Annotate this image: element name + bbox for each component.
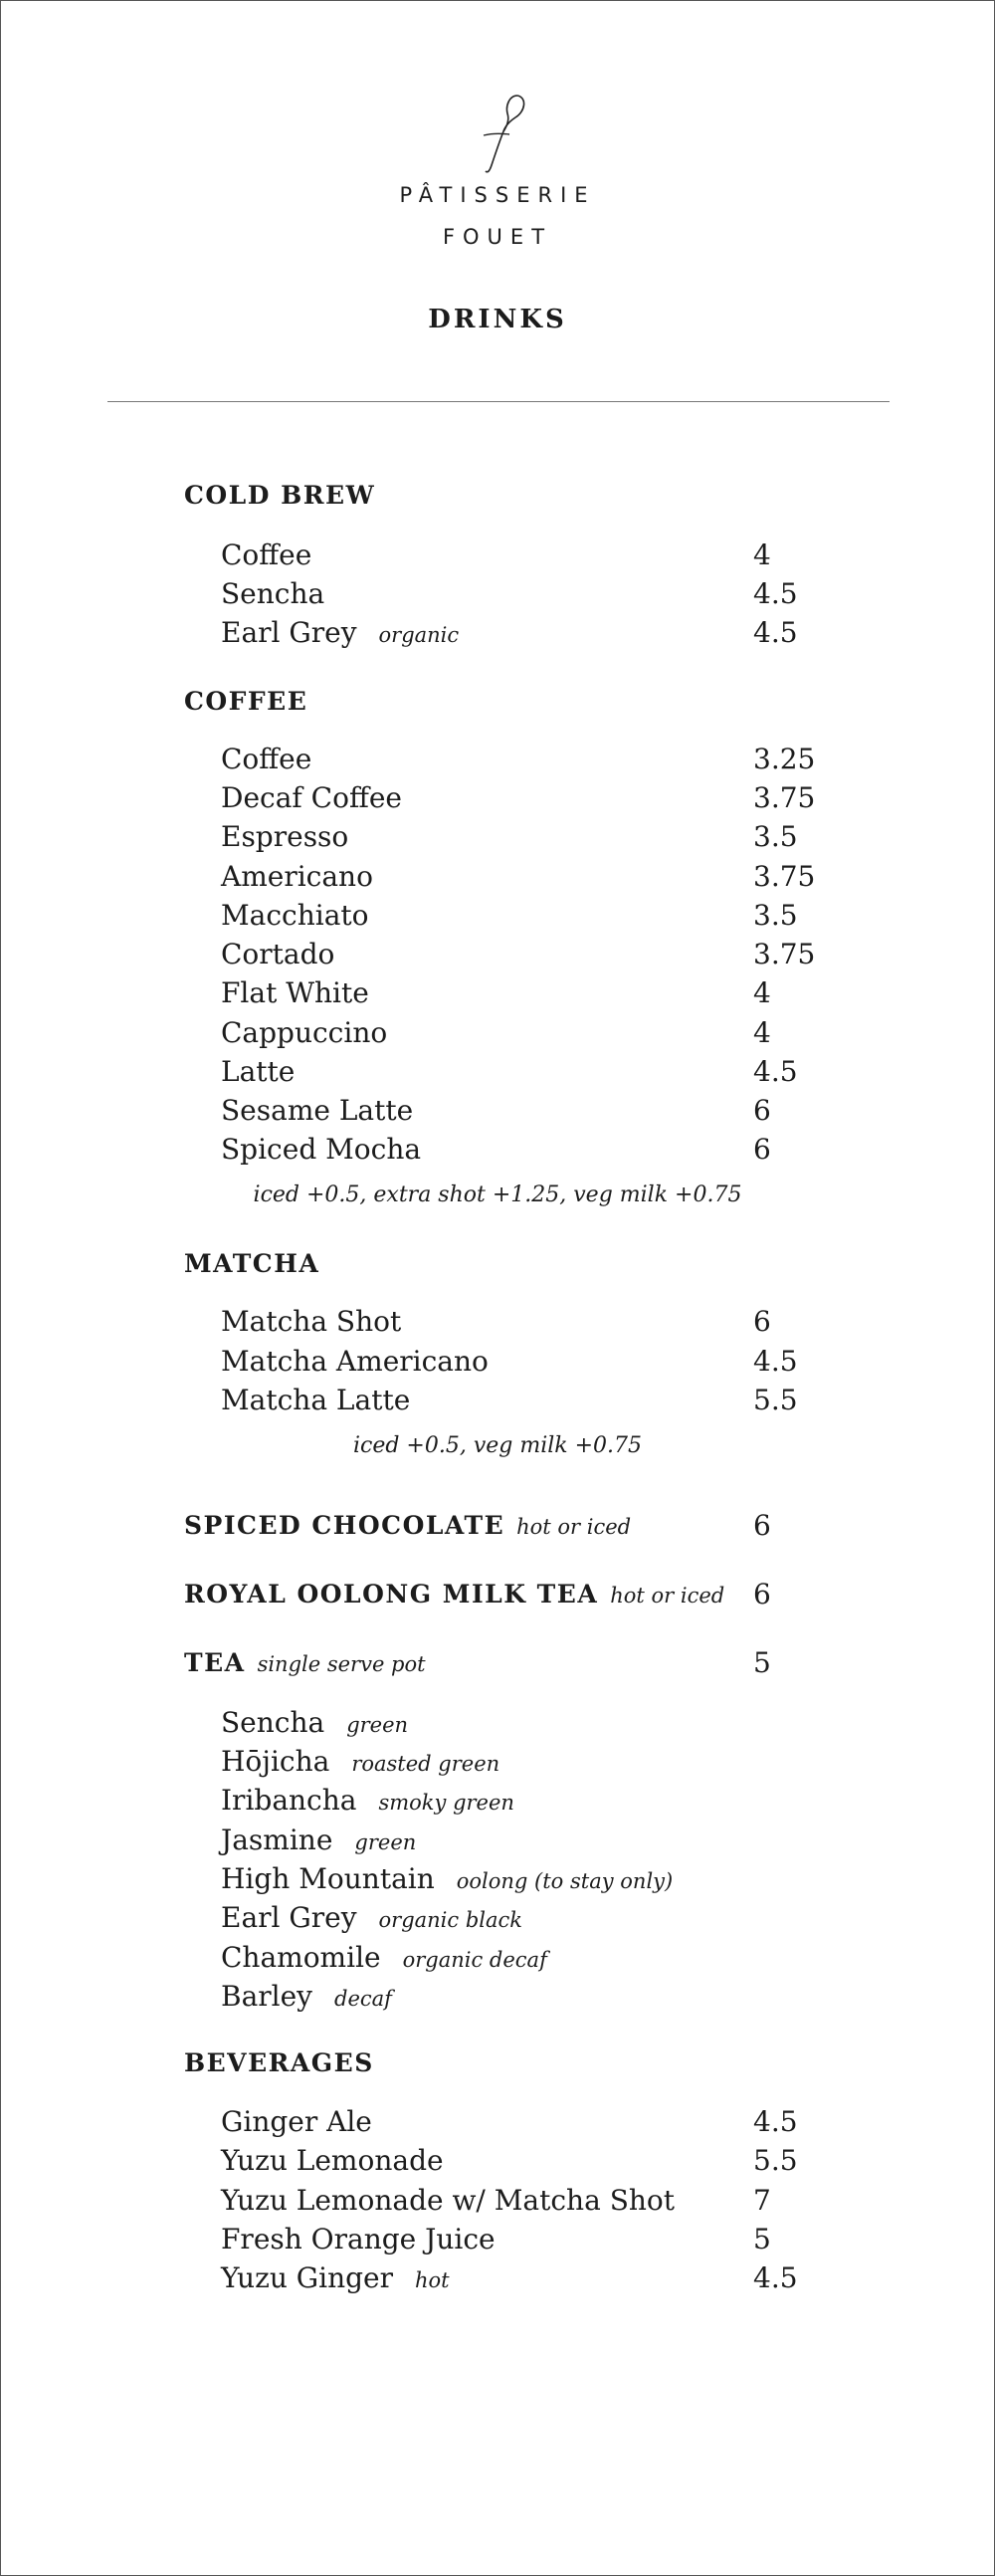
- menu-item: Latte: [221, 1055, 296, 1088]
- item-name: Hōjicha: [221, 1745, 330, 1778]
- item-name: Fresh Orange Juice: [221, 2223, 496, 2255]
- menu-item: [221, 1745, 499, 1778]
- item-name: Barley: [221, 1980, 312, 2013]
- menu-item: [221, 577, 324, 610]
- item-price: 3.5: [753, 899, 798, 932]
- section-heading-beverages: BEVERAGES: [184, 2048, 374, 2077]
- menu-item: Spiced Mocha: [221, 1133, 422, 1166]
- divider: [107, 401, 890, 402]
- item-price: 5: [753, 2223, 771, 2255]
- menu-item: [221, 2144, 444, 2177]
- menu-item: [221, 1706, 408, 1739]
- heading-text: SPICED CHOCOLATE: [184, 1511, 505, 1540]
- item-price: 4.5: [753, 616, 798, 649]
- item-price: 6: [753, 1094, 771, 1127]
- item-price: 5: [753, 1646, 771, 1679]
- item-price: 3.75: [753, 781, 816, 814]
- menu-item: [221, 1901, 522, 1934]
- item-note: green: [346, 1713, 409, 1737]
- heading-note: single serve pot: [257, 1652, 426, 1676]
- item-name: Yuzu Lemonade: [221, 2144, 444, 2177]
- item-price: 6: [753, 1305, 771, 1338]
- menu-item: [221, 616, 459, 649]
- item-note: smoky green: [378, 1791, 514, 1815]
- page-title: DRINKS: [428, 305, 567, 334]
- item-price: 5.5: [753, 1384, 798, 1416]
- section-heading-spiced-chocolate: [184, 1511, 631, 1540]
- item-price: 6: [753, 1509, 771, 1542]
- item-price: 4.5: [753, 2105, 798, 2138]
- menu-item: [221, 2184, 675, 2217]
- item-price: 4: [753, 538, 771, 571]
- menu-item: [221, 2261, 450, 2294]
- item-note: hot: [415, 2268, 450, 2292]
- item-name: High Mountain: [221, 1862, 435, 1895]
- menu-item: [221, 1862, 673, 1895]
- section-heading-matcha: MATCHA: [184, 1249, 320, 1278]
- item-note: roasted green: [351, 1752, 500, 1776]
- item-name: Yuzu Ginger: [221, 2261, 394, 2294]
- matcha-addons-note: [0, 1433, 995, 1458]
- item-price: 4.5: [753, 1345, 798, 1378]
- item-name: Sencha: [221, 1706, 325, 1739]
- item-price: 4.5: [753, 1055, 798, 1088]
- matcha-addons-text: iced +0.5, veg milk +0.75: [352, 1433, 643, 1458]
- item-note: oolong (to stay only): [456, 1869, 674, 1893]
- item-price: 4.5: [753, 577, 798, 610]
- menu-item: [221, 1824, 416, 1856]
- item-price: 3.75: [753, 938, 816, 970]
- item-name: Yuzu Lemonade w/ Matcha Shot: [221, 2184, 676, 2217]
- menu-item: Matcha Shot: [221, 1305, 402, 1338]
- brand-name-line2: FOUET: [442, 225, 553, 249]
- item-price: 6: [753, 1133, 771, 1166]
- brand-name-line1: PÂTISSERIE: [399, 183, 596, 207]
- item-note: organic: [378, 623, 460, 647]
- section-heading-royal-oolong: [184, 1580, 724, 1609]
- item-price: 5.5: [753, 2144, 798, 2177]
- menu-item: Americano: [221, 860, 373, 893]
- section-heading-tea: [184, 1648, 426, 1677]
- item-price: 7: [753, 2184, 771, 2217]
- menu-item: [221, 1980, 392, 2013]
- menu-item: [221, 538, 311, 571]
- heading-text: ROYAL OOLONG MILK TEA: [184, 1580, 599, 1609]
- item-price: 3.25: [753, 743, 816, 775]
- heading-note: hot or iced: [610, 1584, 725, 1608]
- item-price: 3.75: [753, 860, 816, 893]
- item-name: Earl Grey: [221, 616, 357, 649]
- menu-item: [221, 1784, 514, 1817]
- item-name: Ginger Ale: [221, 2105, 372, 2138]
- section-heading-cold-brew: COLD BREW: [184, 481, 376, 510]
- menu-item: Cappuccino: [221, 1016, 388, 1049]
- menu-item: Matcha Latte: [221, 1384, 411, 1416]
- item-price: 4: [753, 976, 771, 1009]
- heading-text: TEA: [184, 1648, 246, 1677]
- whisk-logo-icon: [474, 92, 533, 177]
- menu-item: Sesame Latte: [221, 1094, 414, 1127]
- menu-item: Flat White: [221, 976, 369, 1009]
- item-name: Iribancha: [221, 1784, 357, 1817]
- heading-note: hot or iced: [516, 1515, 632, 1539]
- item-price: 4.5: [753, 2261, 798, 2294]
- item-note: organic black: [378, 1908, 523, 1932]
- item-name: Chamomile: [221, 1941, 381, 1974]
- menu-item: [221, 1941, 547, 1974]
- menu-item: [221, 2223, 496, 2255]
- item-note: decaf: [334, 1987, 392, 2011]
- menu-item: Matcha Americano: [221, 1345, 489, 1378]
- item-note: green: [354, 1830, 417, 1854]
- item-name: Jasmine: [221, 1824, 333, 1856]
- menu-item: Decaf Coffee: [221, 781, 402, 814]
- item-price: 6: [753, 1578, 771, 1610]
- coffee-addons-note: iced +0.5, extra shot +1.25, veg milk +0.75: [253, 1182, 742, 1207]
- menu-item: [221, 2105, 372, 2138]
- menu-item: Coffee: [221, 743, 312, 775]
- menu-item: Espresso: [221, 820, 349, 853]
- item-price: 3.5: [753, 820, 798, 853]
- section-heading-coffee: COFFEE: [184, 687, 308, 716]
- item-note: organic decaf: [402, 1948, 547, 1972]
- item-name: Sencha: [221, 577, 325, 610]
- menu-item: Cortado: [221, 938, 335, 970]
- item-name: Coffee: [221, 538, 312, 571]
- menu-item: Macchiato: [221, 899, 369, 932]
- item-price: 4: [753, 1016, 771, 1049]
- item-name: Earl Grey: [221, 1901, 357, 1934]
